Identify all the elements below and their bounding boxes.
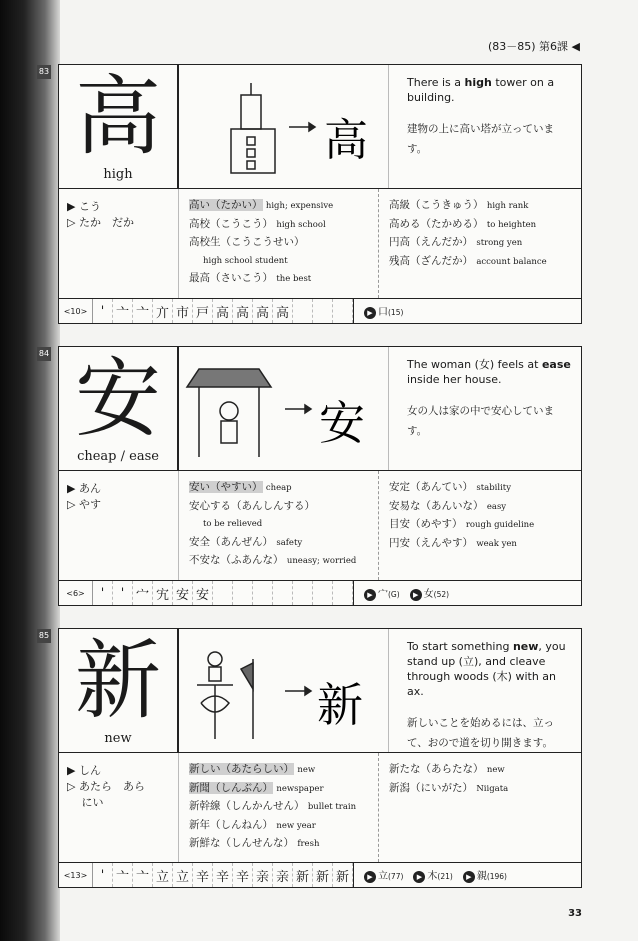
- svg-text:新: 新: [317, 678, 363, 732]
- vocab-item: 円高（えんだか） strong yen: [389, 236, 523, 248]
- svg-text:安: 安: [319, 396, 365, 450]
- stroke-cell: 高: [273, 299, 293, 323]
- stroke-cell: [313, 299, 333, 323]
- entry-number: 84: [37, 347, 51, 361]
- stroke-order-row: [59, 581, 581, 605]
- readings: [59, 753, 179, 862]
- readings: [59, 189, 179, 298]
- vocab-item: 新幹線（しんかんせん） bullet train: [189, 800, 357, 812]
- stroke-cell: [273, 581, 293, 605]
- stroke-cell: 立: [173, 863, 193, 887]
- stroke-cell: 亲: [253, 863, 273, 887]
- component-ref[interactable]: ▶ 宀(G): [364, 585, 400, 601]
- kanji-meaning: cheap / ease: [77, 449, 159, 464]
- vocab-item: 安全（あんぜん） safety: [189, 535, 303, 548]
- kanji-entry-cheap: [38, 346, 582, 606]
- stroke-cell: 亣: [153, 299, 173, 323]
- vocab-item: 高校（こうこう） high school: [189, 217, 326, 230]
- stroke-order-row: [59, 299, 581, 323]
- stroke-cell: 亠: [113, 863, 133, 887]
- stroke-cell: 亠: [113, 299, 133, 323]
- kanji-box: [59, 629, 179, 752]
- stroke-cell: [253, 581, 273, 605]
- house-illustration: [179, 347, 389, 471]
- stroke-count: <10>: [59, 299, 93, 323]
- story-english: To start something new, you stand up (立), and cleave through woods (木) with an ax.: [407, 640, 566, 698]
- reading: ▶ こう: [67, 200, 101, 213]
- entry-number: 83: [37, 65, 51, 79]
- stroke-cell: 立: [153, 863, 173, 887]
- tower-illustration: [179, 65, 389, 189]
- book-spine-shadow: [0, 0, 60, 941]
- stroke-cell: 高: [213, 299, 233, 323]
- stroke-cell: 高: [253, 299, 273, 323]
- play-icon: ▶: [463, 871, 475, 883]
- story-japanese: 建物の上に高い塔が立っています。: [407, 123, 554, 155]
- reading: ▷ あたら あら: [67, 780, 145, 793]
- component-ref[interactable]: ▶ 口(15): [364, 303, 403, 319]
- component-refs: [353, 581, 581, 605]
- reading: にい: [67, 796, 104, 809]
- vocab-column-main: [179, 471, 379, 580]
- component-refs: [353, 299, 581, 323]
- stroke-cell: 亠: [133, 299, 153, 323]
- entry-number: 85: [37, 629, 51, 643]
- stroke-cell: 新: [293, 863, 313, 887]
- vocab-item: 安い（やすい） cheap: [189, 481, 292, 493]
- vocab-column-extra: [379, 189, 581, 298]
- stroke-cell: 安: [173, 581, 193, 605]
- stroke-cell: ': [93, 581, 113, 605]
- stroke-cell: [293, 581, 313, 605]
- stroke-cell: 市: [173, 299, 193, 323]
- kanji-character: 高: [75, 67, 161, 167]
- story-english: The woman (女) feels at ease inside her house.: [407, 358, 571, 386]
- component-refs: [353, 863, 581, 887]
- vocab-item: to be relieved: [203, 519, 263, 529]
- story-japanese: 女の人は家の中で安心しています。: [407, 405, 554, 437]
- readings: [59, 471, 179, 580]
- stroke-cell: 宀: [133, 581, 153, 605]
- story-english: There is a high tower on a building.: [407, 76, 555, 104]
- reading: ▶ しん: [67, 764, 101, 777]
- stroke-cell: ': [93, 863, 113, 887]
- kanji-entry-high: [38, 64, 582, 324]
- kanji-character: 新: [75, 631, 161, 731]
- kanji-character: 安: [75, 349, 161, 449]
- vocab-item: 新しい（あたらしい） new: [189, 763, 316, 775]
- play-icon: ▶: [364, 871, 376, 883]
- stroke-cell: [313, 581, 333, 605]
- mnemonic-picture: [179, 629, 389, 752]
- stroke-cell: 亠: [133, 863, 153, 887]
- vocab-item: 残高（ざんだか） account balance: [389, 254, 547, 267]
- mnemonic-picture: [179, 65, 389, 188]
- vocab-item: high school student: [203, 255, 288, 266]
- stroke-cell: ': [93, 299, 113, 323]
- chapter-header: (83－85) 第6課 ◀: [487, 40, 580, 53]
- stroke-cell: 辛: [213, 863, 233, 887]
- vocab-column-extra: [379, 471, 581, 580]
- mnemonic-story: [389, 65, 581, 188]
- vocab-item: 高める（たかめる） to heighten: [389, 217, 537, 230]
- component-ref[interactable]: ▶ 女(52): [410, 585, 449, 601]
- stroke-cell: ': [113, 581, 133, 605]
- mnemonic-picture: [179, 347, 389, 470]
- stroke-cell: 安: [193, 581, 213, 605]
- stroke-cell: 新: [333, 863, 353, 887]
- reading: ▶ あん: [67, 482, 101, 495]
- play-icon: ▶: [364, 307, 376, 319]
- kanji-meaning: high: [103, 167, 133, 182]
- stroke-cell: 辛: [193, 863, 213, 887]
- component-ref[interactable]: ▶ 木(21): [413, 867, 452, 883]
- vocab-item: 目安（めやす） rough guideline: [389, 518, 535, 530]
- stroke-cell: 高: [233, 299, 253, 323]
- reading: ▷ たか だか: [67, 216, 134, 229]
- play-icon: ▶: [410, 589, 422, 601]
- vocab-item: 新鮮な（しんせんな） fresh: [189, 837, 320, 849]
- stroke-cell: [333, 299, 353, 323]
- tree-ax-illustration: [179, 629, 389, 753]
- page-number: 33: [568, 908, 582, 919]
- play-icon: ▶: [364, 589, 376, 601]
- kanji-box: [59, 347, 179, 470]
- vocab-item: 円安（えんやす） weak yen: [389, 536, 517, 549]
- vocab-column-main: [179, 189, 379, 298]
- vocab-item: 新潟（にいがた） Niigata: [389, 781, 509, 794]
- vocab-item: 安心する（あんしんする）: [189, 499, 315, 512]
- component-ref[interactable]: ▶ 立(77): [364, 867, 403, 883]
- vocab-column-main: [179, 753, 379, 862]
- vocab-item: 不安な（ふあんな） uneasy; worried: [189, 554, 357, 566]
- vocab-item: 新聞（しんぶん） newspaper: [189, 781, 324, 794]
- svg-text:高: 高: [324, 115, 368, 166]
- component-ref[interactable]: ▶ 親(196): [463, 867, 507, 883]
- vocab-item: 安定（あんてい） stability: [389, 481, 512, 493]
- vocab-item: 高校生（こうこうせい）: [189, 236, 305, 248]
- mnemonic-story: [389, 629, 581, 752]
- stroke-cell: [233, 581, 253, 605]
- vocab-item: 高い（たかい） high; expensive: [189, 199, 334, 211]
- play-icon: ▶: [413, 871, 425, 883]
- kanji-meaning: new: [104, 731, 132, 746]
- mnemonic-story: [389, 347, 581, 470]
- kanji-entry-new: [38, 628, 582, 888]
- reading: ▷ やす: [67, 498, 101, 511]
- stroke-cell: 戸: [193, 299, 213, 323]
- stroke-cell: 辛: [233, 863, 253, 887]
- vocab-item: 最高（さいこう） the best: [189, 272, 312, 284]
- vocab-item: 安易な（あんいな） easy: [389, 499, 507, 512]
- stroke-cell: 宄: [153, 581, 173, 605]
- vocab-item: 高級（こうきゅう） high rank: [389, 199, 529, 211]
- vocab-item: 新年（しんねん） new year: [189, 818, 316, 831]
- stroke-count: <13>: [59, 863, 93, 887]
- vocab-column-extra: [379, 753, 581, 862]
- stroke-order-row: [59, 863, 581, 887]
- vocab-item: 新たな（あらたな） new: [389, 763, 505, 775]
- stroke-count: <6>: [59, 581, 93, 605]
- stroke-cell: 新: [313, 863, 333, 887]
- stroke-cell: 亲: [273, 863, 293, 887]
- kanji-box: [59, 65, 179, 188]
- story-japanese: 新しいことを始めるには、立って、おので道を切り開きます。: [407, 717, 554, 749]
- stroke-cell: [213, 581, 233, 605]
- stroke-cell: [293, 299, 313, 323]
- stroke-cell: [333, 581, 353, 605]
